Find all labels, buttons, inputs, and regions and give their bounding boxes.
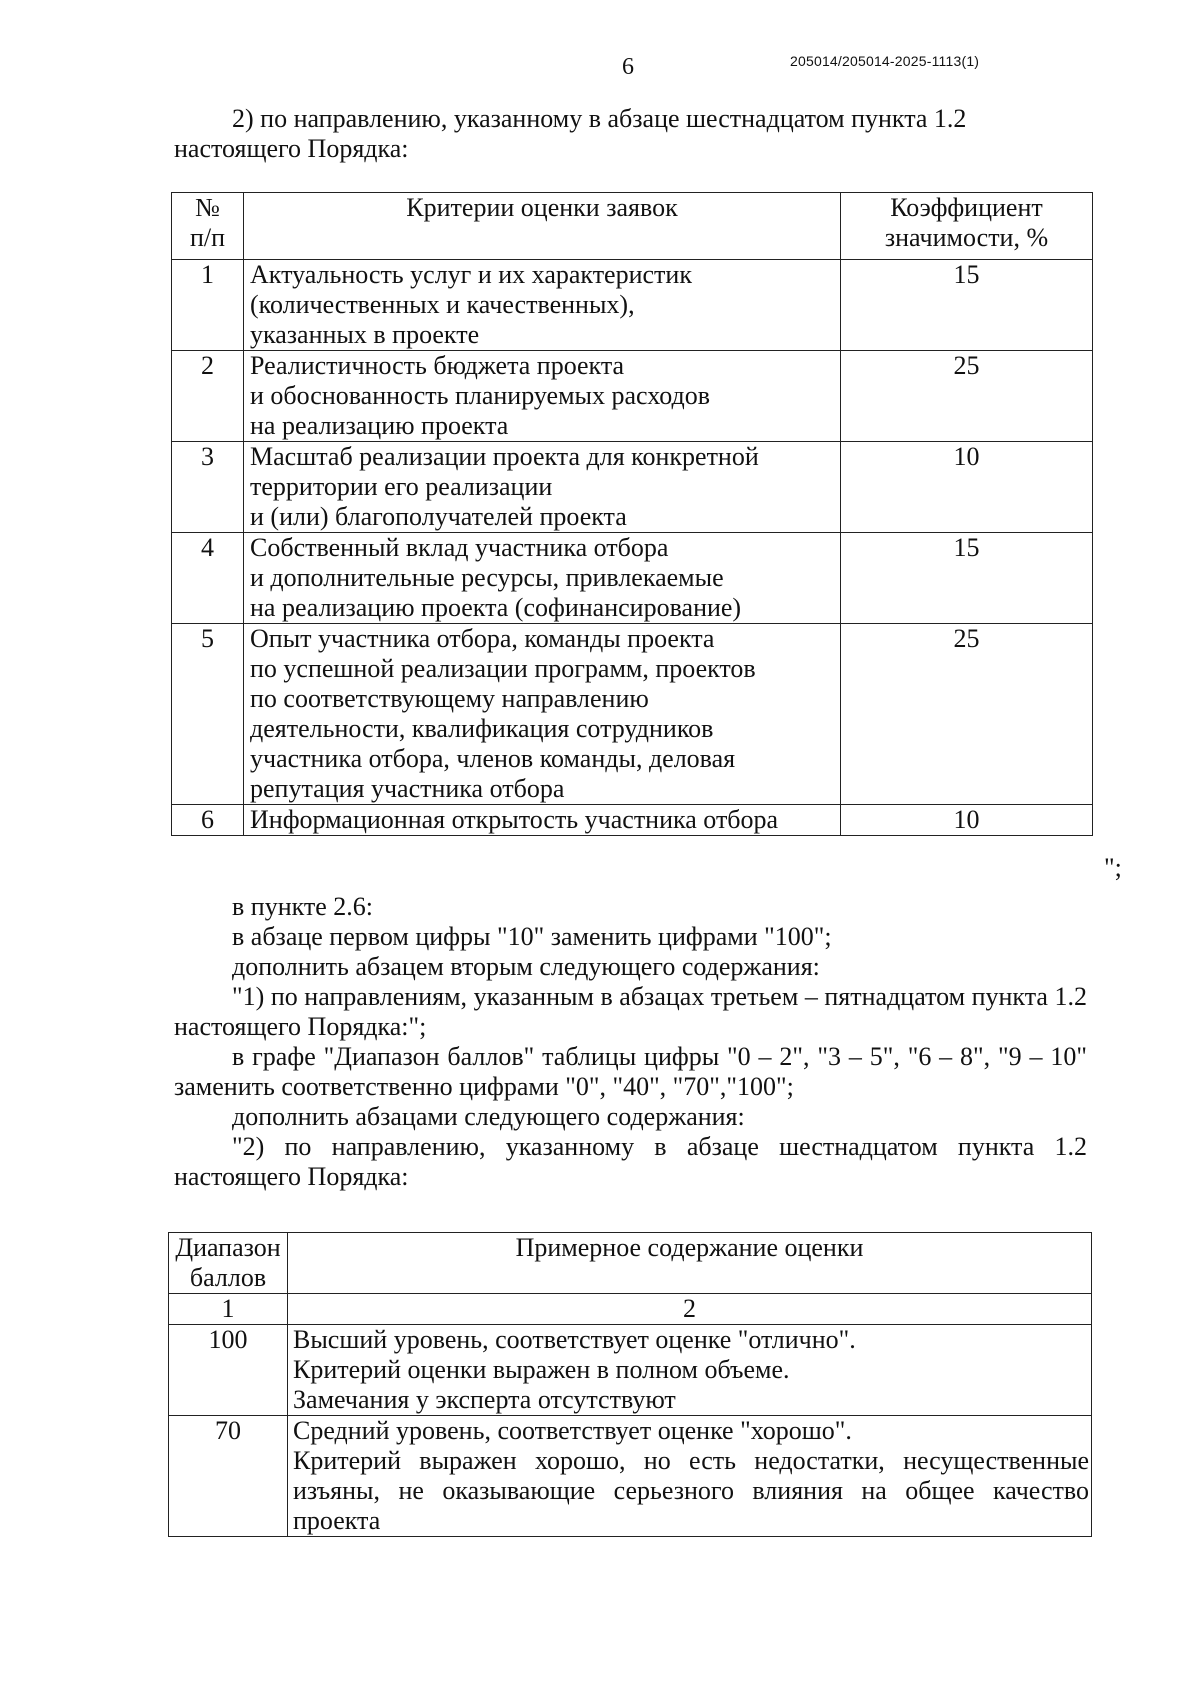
criteria-row bbox=[172, 624, 1093, 805]
criteria-row bbox=[172, 442, 1093, 533]
score-description-line: Критерий выражен хорошо, но есть недостатки, несущественные изъяны, не оказывающие серьезного влияния на общее качество проекта bbox=[293, 1446, 1089, 1535]
paragraph-4: "1) по направлениям, указанным в абзацах третьем – пятнадцатом пункта 1.2 настоящего Порядка:"; bbox=[174, 982, 1087, 1041]
score-row bbox=[169, 1325, 1092, 1416]
criteria-coefficient: 10 bbox=[841, 442, 1093, 533]
criteria-text: Собственный вклад участника отбора и дополнительные ресурсы, привлекаемые на реализацию проекта (софинансирование) bbox=[244, 533, 841, 624]
criteria-text: Реалистичность бюджета проекта и обоснованность планируемых расходов на реализацию проекта bbox=[244, 351, 841, 442]
paragraph-2: в абзаце первом цифры "10" заменить цифрами "100"; bbox=[232, 922, 832, 951]
criteria-text: Опыт участника отбора, команды проекта по успешной реализации программ, проектов по соответствующему направлению деятельности, квалификация сотрудников участника отбора, членов команды, деловая репутация участника отбора bbox=[244, 624, 841, 805]
paragraph-5: в графе "Диапазон баллов" таблицы цифры "0 – 2", "3 – 5", "6 – 8", "9 – 10" заменить соответственно цифрами "0", "40", "70","100"; bbox=[174, 1042, 1087, 1101]
criteria-coefficient: 25 bbox=[841, 351, 1093, 442]
intro-line-2: настоящего Порядка: bbox=[174, 134, 409, 163]
criteria-coefficient: 25 bbox=[841, 624, 1093, 805]
criteria-text: Масштаб реализации проекта для конкретной территории его реализации и (или) благополучателей проекта bbox=[244, 442, 841, 533]
criteria-row bbox=[172, 351, 1093, 442]
score-range: 70 bbox=[169, 1416, 288, 1537]
criteria-row bbox=[172, 805, 1093, 836]
criteria-table bbox=[171, 192, 1093, 836]
column-number: 1 bbox=[169, 1294, 288, 1325]
criteria-num: 2 bbox=[172, 351, 244, 442]
document-id: 205014/205014-2025-1113(1) bbox=[790, 53, 980, 69]
score-description-line: Замечания у эксперта отсутствуют bbox=[293, 1385, 676, 1414]
column-number-row bbox=[169, 1294, 1092, 1325]
paragraph-7: "2) по направлению, указанному в абзаце шестнадцатом пункта 1.2 настоящего Порядка: bbox=[174, 1132, 1087, 1191]
amendment-text bbox=[174, 892, 1087, 982]
score-description bbox=[288, 1416, 1092, 1537]
intro-paragraph bbox=[174, 104, 1087, 164]
score-description bbox=[288, 1325, 1092, 1416]
column-number: 2 bbox=[288, 1294, 1092, 1325]
score-description-line: Критерий оценки выражен в полном объеме. bbox=[293, 1355, 790, 1384]
criteria-num: 6 bbox=[172, 805, 244, 836]
criteria-row bbox=[172, 260, 1093, 351]
criteria-table-header bbox=[172, 193, 1093, 260]
criteria-coefficient: 10 bbox=[841, 805, 1093, 836]
criteria-text: Информационная открытость участника отбора bbox=[244, 805, 841, 836]
header-criterion: Критерии оценки заявок bbox=[244, 193, 841, 260]
header-range: Диапазон баллов bbox=[169, 1233, 288, 1294]
criteria-num: 4 bbox=[172, 533, 244, 624]
page-number: 6 bbox=[622, 54, 634, 80]
intro-line-1: 2) по направлению, указанному в абзаце шестнадцатом пункта 1.2 bbox=[232, 104, 967, 133]
criteria-num: 1 bbox=[172, 260, 244, 351]
header-coefficient: Коэффициент значимости, % bbox=[841, 193, 1093, 260]
score-range: 100 bbox=[169, 1325, 288, 1416]
paragraph-1: в пункте 2.6: bbox=[232, 892, 374, 921]
score-description-line: Высший уровень, соответствует оценке "отлично". bbox=[293, 1325, 856, 1354]
criteria-coefficient: 15 bbox=[841, 260, 1093, 351]
criteria-coefficient: 15 bbox=[841, 533, 1093, 624]
closing-quote-mark: "; bbox=[1104, 853, 1122, 882]
criteria-num: 5 bbox=[172, 624, 244, 805]
header-num: № п/п bbox=[172, 193, 244, 260]
criteria-text: Актуальность услуг и их характеристик (количественных и качественных), указанных в проекте bbox=[244, 260, 841, 351]
criteria-num: 3 bbox=[172, 442, 244, 533]
header-content: Примерное содержание оценки bbox=[288, 1233, 1092, 1294]
paragraph-3: дополнить абзацем вторым следующего содержания: bbox=[232, 952, 820, 981]
criteria-row bbox=[172, 533, 1093, 624]
paragraph-6: дополнить абзацами следующего содержания: bbox=[232, 1102, 745, 1131]
score-description-line: Средний уровень, соответствует оценке "хорошо". bbox=[293, 1416, 852, 1445]
score-row bbox=[169, 1416, 1092, 1537]
score-table bbox=[168, 1232, 1092, 1537]
score-table-header bbox=[169, 1233, 1092, 1294]
